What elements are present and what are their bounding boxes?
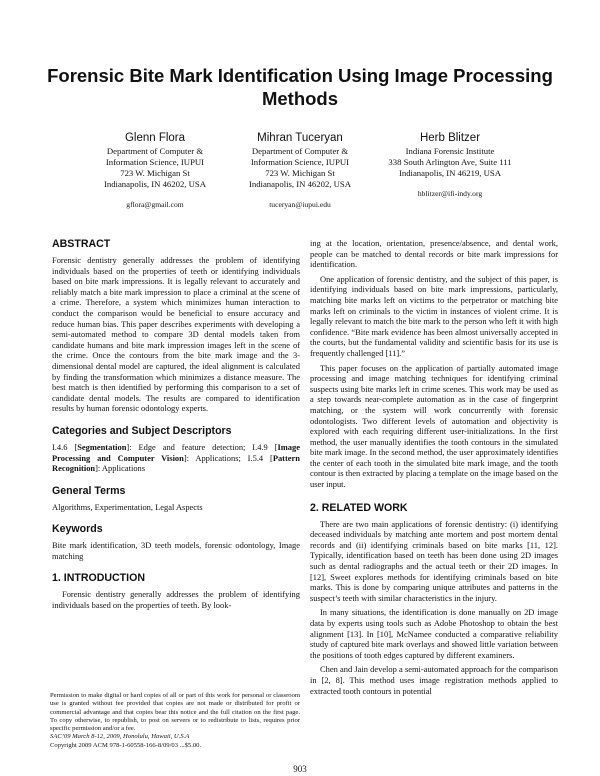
venue-text: SAC’09 March 8-12, 2009, Honolulu, Hawaii, U.S.A: [50, 733, 190, 741]
author-email: tuceryan@iupui.edu: [269, 200, 331, 209]
related-paragraph-3: Chen and Jain develop a semi-automated approach for the comparison in [2, 8]. This method uses image registration methods applied to extracted tooth contours in potential: [310, 664, 558, 696]
affiliation-line: Indianapolis, IN 46202, USA: [248, 179, 352, 189]
related-paragraph-1: There are two main applications of forensic dentistry: (i) identifying deceased individuals by matching ante mortem and post mortem dental records and (ii) identifying criminals based on bite marks [11, 12]. Typically, identification based on teeth has been done using 2D images such as dental radiographs and the actual teeth or their 2D images. In [12], Sweet explores methods for identifying criminals based on bite marks. This is done by comparing unique attributes and patterns in the suspect’s teeth with similar characteristics in the injury.: [310, 518, 558, 603]
abstract-heading: ABSTRACT: [52, 238, 111, 250]
categories-heading: Categories and Subject Descriptors: [52, 424, 232, 437]
abstract-text: Forensic dentistry generally addresses the problem of identifying individuals based on the properties of teeth or identifying individuals based on bite mark impressions. It is legally relevant to accurately and reliably match a bite mark impression to place a criminal at the scene of a crime. Therefore, a system which minimizes human interaction to conduct the comparison would be beneficial to ensure accuracy and reduce human bias. This paper describes experiments with developing a semi-automated method to compare 3D dental models taken from candidate humans and bite mark impression images left in the scene of the crime. Once the contours from the bite mark image and the 3-dimensional dental model are captured, the ideal alignment is calculated by finding the transformation which minimizes a distance measure. The best match is then identified by performing this comparison to a set of candidate dental models. The results are compared to identification results by human forensic odontology experts.: [52, 255, 300, 414]
introduction-heading: 1. INTRODUCTION: [52, 572, 145, 585]
affiliation-line: 338 South Arlington Ave, Suite 111: [388, 157, 512, 167]
affiliation-line: Indianapolis, IN 46219, USA: [398, 168, 502, 178]
introduction-paragraph: Forensic dentistry generally addresses the problem of identifying individuals based on the properties of teeth. By look-: [52, 589, 300, 611]
intro-paragraph-3: This paper focuses on the application of partially automated image processing and image matching techniques for identifying criminal suspects using bite marks left in crime scenes. This work may be used as a step towards near-complete automation as in the case of fingerprint matching, or the system will work concurrently with forensic odontologists. Two different levels of automation and objectivity is explored with each requiring different user-initializations. In the first method, the user manually identifies the tooth contours in the simulated bite mark image. In the second method, the user approximately identifies the center of each tooth in the simulated bite mark image, and the tooth contour is then extracted by placing a template on the image based on the user input.: [310, 362, 558, 490]
affiliation-line: Department of Computer &: [251, 146, 349, 156]
author-email: hblitzer@ifi-indy.org: [417, 189, 483, 198]
affiliation-line: Department of Computer &: [106, 146, 204, 156]
page-number: 903: [293, 764, 307, 774]
affiliation-line: Information Science, IUPUI: [250, 157, 350, 167]
right-column: [310, 238, 558, 696]
author-name: Herb Blitzer: [419, 132, 481, 144]
related-paragraph-2: In many situations, the identification is done manually on 2D image data by experts using tools such as Adobe Photoshop to obtain the best alignment [13]. In [10], McNamee conducted a comparative reliability study of captured bite mark overlays and showed little variation between the positions of tooth edges captured by different examiners.: [310, 607, 558, 660]
keywords-heading: Keywords: [52, 523, 103, 536]
author-block-3: [365, 131, 535, 199]
copyright-text: Copyright 2009 ACM 978-1-60558-166-8/09/03 ...$5.00.: [50, 741, 202, 749]
permission-text: Permission to make digital or hard copies of all or part of this work for personal or classroom use is granted without fee provided that copies are not made or distributed for profit or commercial advantage and that copies bear this notice and the full citation on the first page. To copy otherwise, to republish, to post on servers or to redistribute to lists, requires prior specific permission and/or a fee.: [50, 692, 300, 733]
intro-paragraph-2: One application of forensic dentistry, and the subject of this paper, is identifying individuals based on bite mark impressions, particularly, matching bite marks left on victims to the perpetrator or matching bite marks left on criminals to the victim in instances of violent crime. It is legally relevant to match the bite mark to the person who left it with high confidence. “Bite mark evidence has been almost universally accepted in the courts, but the fundamental validity and scientific basis for its use is frequently challenged [11].”: [310, 273, 558, 358]
affiliation-line: Indiana Forensic Institute: [405, 146, 495, 156]
related-work-heading: 2. RELATED WORK: [310, 501, 408, 514]
categories-text: I.4.6 [Segmentation]: Edge and feature detection; I.4.9 [Image Processing and Computer Vision]: Applications; I.5.4 [Pattern Recognition]: Applications: [52, 441, 300, 474]
author-name: Mihran Tuceryan: [257, 132, 343, 144]
affiliation-line: Indianapolis, IN 46202, USA: [103, 179, 207, 189]
paper-title: Forensic Bite Mark Identification Using Image Processing Methods: [47, 65, 553, 109]
left-column: [52, 238, 300, 611]
author-block-1: [80, 131, 230, 210]
author-block-2: [225, 131, 375, 210]
keywords-text: Bite mark identification, 3D teeth models, forensic odontology, Image matching: [52, 540, 300, 561]
author-email: gflora@gmail.com: [126, 200, 184, 209]
affiliation-line: 723 W. Michigan St: [265, 168, 335, 178]
author-name: Glenn Flora: [124, 132, 186, 144]
general-terms-text: Algorithms, Experimentation, Legal Aspects: [52, 501, 203, 512]
intro-continuation: ing at the location, orientation, presence/absence, and dental work, people can be matched to dental records or bite mark impressions for identification.: [310, 238, 558, 270]
affiliation-line: Information Science, IUPUI: [105, 157, 205, 167]
general-terms-heading: General Terms: [52, 484, 126, 497]
copyright-footnote: [50, 692, 300, 750]
affiliation-line: 723 W. Michigan St: [120, 168, 190, 178]
